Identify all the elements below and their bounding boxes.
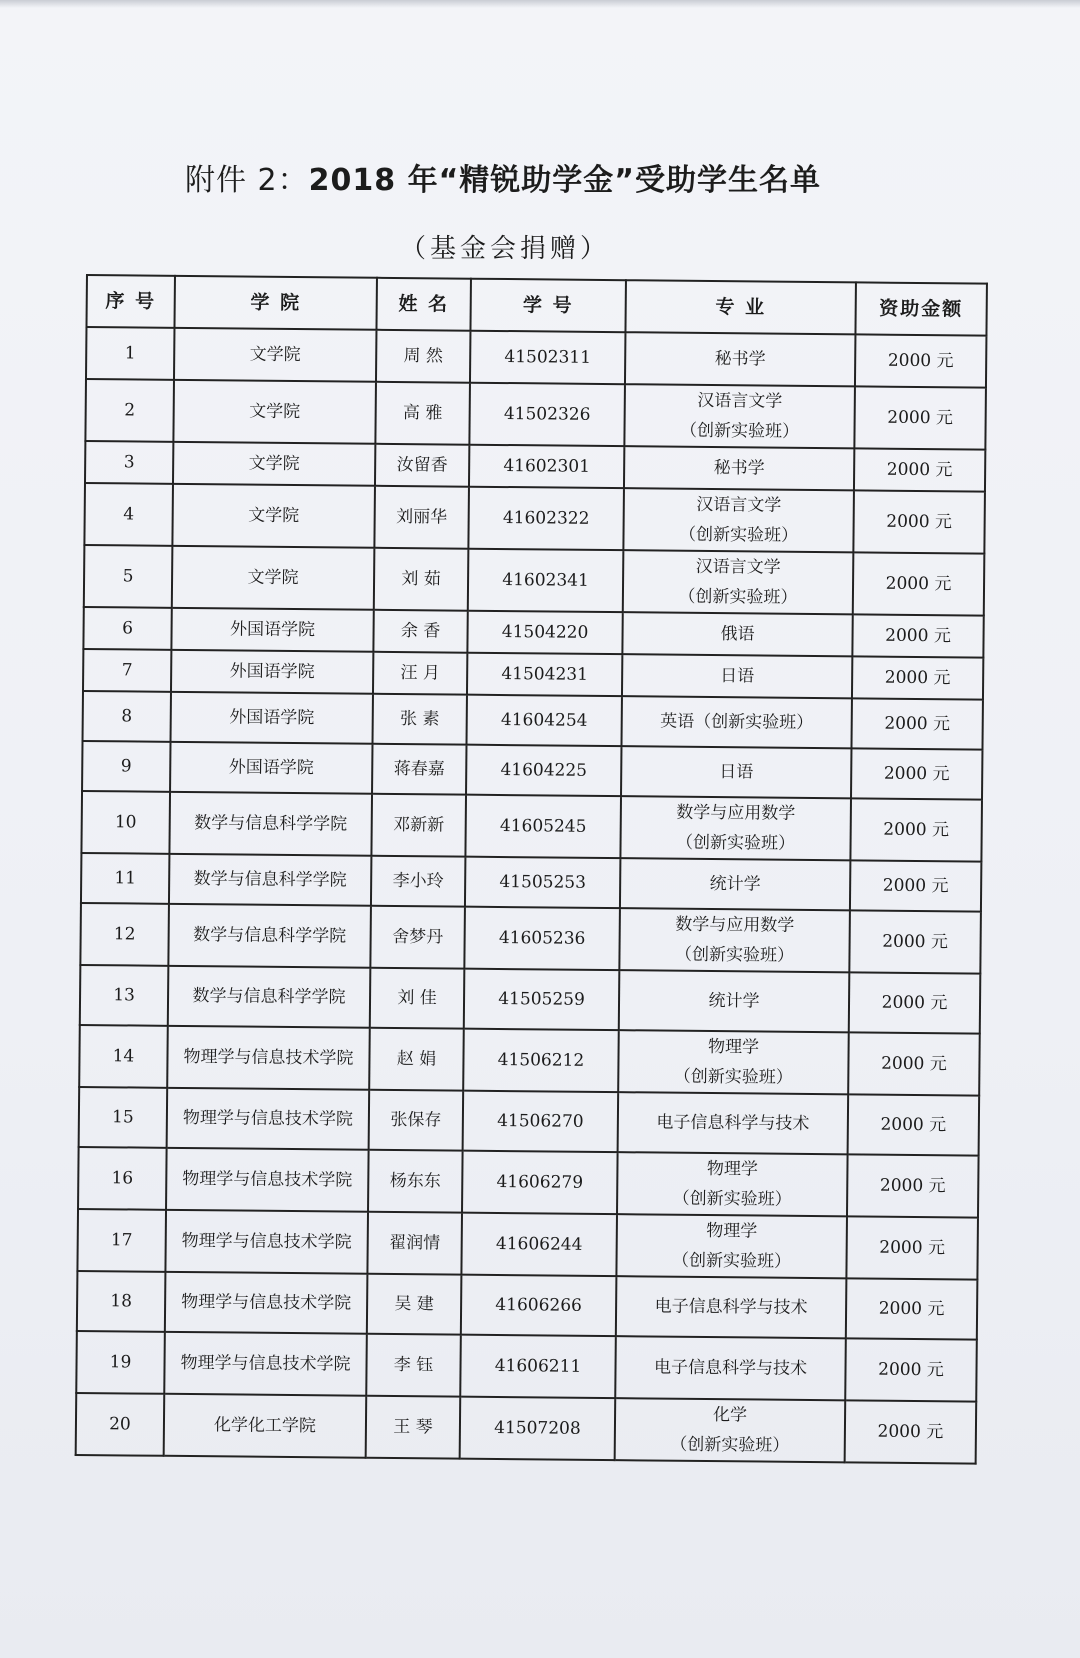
cell-seq: 2 bbox=[85, 379, 174, 442]
cell-student-id: 41606244 bbox=[461, 1213, 617, 1276]
cell-amount: 2000 元 bbox=[851, 748, 982, 799]
cell-amount: 2000 元 bbox=[854, 386, 986, 449]
major-line: 汉语言文学 bbox=[697, 390, 783, 412]
header-major: 专 业 bbox=[625, 280, 855, 334]
cell-college: 外国语学院 bbox=[171, 650, 373, 694]
cell-college: 物理学与信息技术学院 bbox=[167, 1026, 370, 1090]
table-row bbox=[81, 791, 982, 862]
major-line: 数学与应用数学 bbox=[676, 802, 796, 824]
major-line: 电子信息科学与技术 bbox=[653, 1357, 808, 1379]
cell-name: 王 琴 bbox=[366, 1396, 461, 1459]
cell-seq: 4 bbox=[84, 483, 173, 546]
table-row bbox=[86, 327, 986, 388]
major-line: 日语 bbox=[719, 762, 754, 783]
major-line: （创新实验班） bbox=[674, 944, 795, 966]
cell-major bbox=[620, 796, 851, 860]
cell-major bbox=[622, 654, 852, 698]
cell-amount: 2000 元 bbox=[848, 1032, 980, 1095]
cell-name: 汪 月 bbox=[373, 652, 467, 695]
cell-amount: 2000 元 bbox=[847, 1154, 979, 1217]
cell-major bbox=[619, 908, 850, 972]
major-line: 数学与应用数学 bbox=[675, 914, 795, 936]
cell-name: 张保存 bbox=[369, 1090, 464, 1151]
major-line: （创新实验班） bbox=[671, 1250, 792, 1272]
cell-amount: 2000 元 bbox=[849, 972, 981, 1033]
major-line: 秘书学 bbox=[714, 349, 766, 370]
cell-seq: 7 bbox=[83, 649, 171, 692]
cell-seq: 11 bbox=[81, 853, 169, 904]
cell-college: 物理学与信息技术学院 bbox=[166, 1148, 369, 1212]
cell-college: 数学与信息科学学院 bbox=[168, 904, 371, 968]
major-line: 英语（创新实验班） bbox=[660, 711, 814, 734]
cell-major bbox=[624, 446, 854, 490]
major-line: 物理学 bbox=[708, 1037, 760, 1058]
cell-student-id: 41606279 bbox=[462, 1151, 618, 1214]
major-line: （创新实验班） bbox=[675, 832, 796, 854]
cell-major bbox=[619, 970, 850, 1032]
document-subtitle: （基金会捐赠） bbox=[400, 234, 611, 264]
cell-major bbox=[624, 384, 855, 448]
table-row bbox=[76, 1331, 977, 1402]
cell-seq: 14 bbox=[79, 1025, 168, 1088]
major-line: 统计学 bbox=[709, 874, 761, 895]
major-line: 俄语 bbox=[720, 624, 755, 645]
cell-student-id: 41605245 bbox=[465, 795, 621, 858]
cell-amount: 2000 元 bbox=[853, 490, 985, 553]
cell-amount: 2000 元 bbox=[850, 798, 982, 861]
major-line: （创新实验班） bbox=[678, 586, 798, 608]
cell-name: 赵 娟 bbox=[369, 1028, 464, 1091]
cell-student-id: 41602322 bbox=[468, 487, 624, 550]
cell-name: 李 钰 bbox=[366, 1334, 461, 1397]
cell-college: 文学院 bbox=[172, 546, 375, 610]
cell-seq: 9 bbox=[82, 741, 170, 792]
cell-name: 蒋春嘉 bbox=[372, 744, 466, 795]
cell-college: 数学与信息科学学院 bbox=[169, 792, 372, 856]
recipient-table bbox=[75, 274, 988, 1465]
table-row bbox=[84, 483, 985, 554]
major-line: 秘书学 bbox=[713, 458, 765, 479]
cell-college: 化学化工学院 bbox=[164, 1394, 367, 1458]
cell-name: 杨东东 bbox=[368, 1150, 463, 1213]
cell-student-id: 41606211 bbox=[460, 1335, 616, 1398]
cell-college: 文学院 bbox=[172, 484, 375, 548]
cell-amount: 2000 元 bbox=[850, 860, 981, 911]
cell-seq: 12 bbox=[80, 903, 169, 966]
cell-major bbox=[620, 858, 850, 910]
table-row bbox=[82, 741, 982, 800]
cell-student-id: 41502311 bbox=[470, 331, 625, 384]
cell-college: 数学与信息科学学院 bbox=[169, 854, 371, 906]
document-title bbox=[185, 155, 821, 199]
cell-student-id: 41604254 bbox=[466, 695, 621, 746]
cell-student-id: 41504231 bbox=[467, 653, 622, 696]
major-line: （创新实验班） bbox=[679, 420, 800, 442]
cell-college: 物理学与信息技术学院 bbox=[164, 1332, 367, 1396]
major-line: 日语 bbox=[720, 666, 755, 687]
cell-name: 余 香 bbox=[373, 610, 467, 653]
major-line: 电子信息科学与技术 bbox=[656, 1112, 810, 1134]
major-line: 电子信息科学与技术 bbox=[654, 1296, 808, 1318]
cell-seq: 18 bbox=[77, 1271, 166, 1332]
major-line: （创新实验班） bbox=[672, 1188, 792, 1210]
table-row bbox=[83, 691, 983, 750]
cell-amount: 2000 元 bbox=[854, 448, 985, 491]
table-row bbox=[78, 1147, 979, 1218]
cell-name: 汝留香 bbox=[375, 444, 469, 487]
cell-seq: 5 bbox=[84, 545, 173, 608]
cell-name: 高 雅 bbox=[375, 382, 470, 445]
cell-seq: 10 bbox=[81, 791, 170, 854]
cell-major bbox=[616, 1276, 847, 1338]
cell-college: 外国语学院 bbox=[171, 608, 373, 652]
cell-major bbox=[615, 1398, 846, 1462]
cell-major bbox=[618, 1030, 849, 1094]
table-row bbox=[85, 379, 986, 450]
cell-amount: 2000 元 bbox=[849, 910, 981, 973]
header-student-id: 学 号 bbox=[470, 279, 625, 332]
cell-name: 李小玲 bbox=[371, 856, 465, 907]
cell-major bbox=[621, 746, 851, 798]
cell-seq: 20 bbox=[76, 1393, 165, 1456]
cell-college: 物理学与信息技术学院 bbox=[165, 1210, 368, 1274]
cell-seq: 19 bbox=[76, 1331, 165, 1394]
header-amount: 资助金额 bbox=[855, 282, 986, 335]
major-line: 物理学 bbox=[706, 1220, 758, 1242]
cell-college: 物理学与信息技术学院 bbox=[167, 1088, 370, 1150]
cell-college: 外国语学院 bbox=[171, 692, 373, 744]
table-row bbox=[79, 1025, 980, 1096]
cell-seq: 16 bbox=[78, 1147, 167, 1210]
cell-student-id: 41504220 bbox=[467, 611, 622, 654]
cell-name: 吴 建 bbox=[367, 1274, 462, 1335]
table-header-row bbox=[86, 275, 986, 336]
cell-amount: 2000 元 bbox=[855, 334, 986, 387]
header-college: 学 院 bbox=[174, 276, 376, 330]
cell-student-id: 41506270 bbox=[463, 1091, 619, 1152]
cell-name: 刘 茹 bbox=[374, 548, 469, 611]
header-seq: 序 号 bbox=[86, 275, 174, 328]
cell-major bbox=[621, 696, 851, 748]
cell-major bbox=[615, 1336, 846, 1400]
cell-student-id: 41507208 bbox=[460, 1397, 616, 1460]
major-line: （创新实验班） bbox=[673, 1066, 793, 1088]
cell-seq: 1 bbox=[86, 327, 174, 380]
major-line: 汉语言文学 bbox=[695, 556, 781, 578]
major-line: 物理学 bbox=[706, 1159, 759, 1180]
major-line: 统计学 bbox=[708, 991, 760, 1012]
cell-major bbox=[622, 612, 852, 656]
cell-amount: 2000 元 bbox=[845, 1338, 977, 1401]
cell-seq: 3 bbox=[85, 441, 173, 484]
cell-college: 文学院 bbox=[173, 442, 375, 486]
table-body bbox=[76, 327, 987, 1464]
cell-seq: 13 bbox=[80, 965, 169, 1026]
cell-major bbox=[623, 550, 854, 614]
cell-major bbox=[616, 1214, 847, 1278]
cell-amount: 2000 元 bbox=[852, 614, 983, 657]
cell-student-id: 41505253 bbox=[465, 857, 620, 908]
cell-major bbox=[617, 1152, 848, 1216]
cell-seq: 15 bbox=[79, 1087, 168, 1148]
cell-seq: 8 bbox=[83, 691, 171, 742]
cell-amount: 2000 元 bbox=[848, 1094, 980, 1155]
cell-student-id: 41506212 bbox=[463, 1029, 619, 1092]
cell-college: 数学与信息科学学院 bbox=[168, 966, 371, 1028]
cell-student-id: 41606266 bbox=[461, 1275, 617, 1336]
cell-student-id: 41605236 bbox=[464, 907, 620, 970]
table-row bbox=[80, 903, 981, 974]
major-line: （创新实验班） bbox=[678, 524, 799, 546]
major-line: 化学 bbox=[712, 1405, 748, 1426]
cell-major bbox=[618, 1092, 849, 1154]
cell-student-id: 41604225 bbox=[466, 745, 621, 796]
table-row bbox=[84, 545, 985, 616]
cell-major bbox=[623, 488, 854, 552]
cell-amount: 2000 元 bbox=[852, 656, 983, 699]
cell-student-id: 41602301 bbox=[469, 445, 624, 488]
title-prefix: 附件 2： bbox=[185, 163, 309, 198]
table-row bbox=[77, 1209, 978, 1280]
cell-major bbox=[625, 332, 855, 386]
cell-student-id: 41602341 bbox=[468, 549, 624, 612]
cell-amount: 2000 元 bbox=[845, 1400, 977, 1463]
page-top-shadow bbox=[0, 0, 1080, 8]
cell-name: 刘 佳 bbox=[370, 968, 465, 1029]
cell-name: 刘丽华 bbox=[374, 486, 469, 549]
cell-name: 翟润情 bbox=[367, 1212, 462, 1275]
cell-amount: 2000 元 bbox=[846, 1216, 978, 1279]
cell-student-id: 41505259 bbox=[464, 969, 620, 1030]
cell-college: 文学院 bbox=[174, 328, 376, 382]
table-row bbox=[76, 1393, 977, 1464]
cell-amount: 2000 元 bbox=[846, 1278, 978, 1339]
table-row bbox=[81, 853, 981, 912]
cell-name: 张 素 bbox=[373, 694, 467, 745]
cell-college: 外国语学院 bbox=[170, 742, 372, 794]
title-main: 2018 年“精锐助学金”受助学生名单 bbox=[308, 163, 821, 198]
cell-seq: 6 bbox=[83, 607, 171, 650]
major-line: 汉语言文学 bbox=[696, 494, 782, 516]
cell-seq: 17 bbox=[77, 1209, 166, 1272]
header-name: 姓 名 bbox=[376, 278, 470, 331]
cell-college: 物理学与信息技术学院 bbox=[165, 1272, 368, 1334]
cell-name: 邓新新 bbox=[371, 794, 466, 857]
major-line: （创新实验班） bbox=[670, 1434, 790, 1456]
cell-name: 舍梦丹 bbox=[370, 906, 465, 969]
cell-student-id: 41502326 bbox=[469, 383, 625, 446]
cell-amount: 2000 元 bbox=[853, 552, 985, 615]
cell-name: 周 然 bbox=[376, 330, 470, 383]
cell-amount: 2000 元 bbox=[851, 698, 982, 749]
table-row bbox=[79, 1087, 980, 1156]
table-row bbox=[77, 1271, 978, 1340]
cell-college: 文学院 bbox=[173, 380, 376, 444]
table-row bbox=[80, 965, 981, 1034]
